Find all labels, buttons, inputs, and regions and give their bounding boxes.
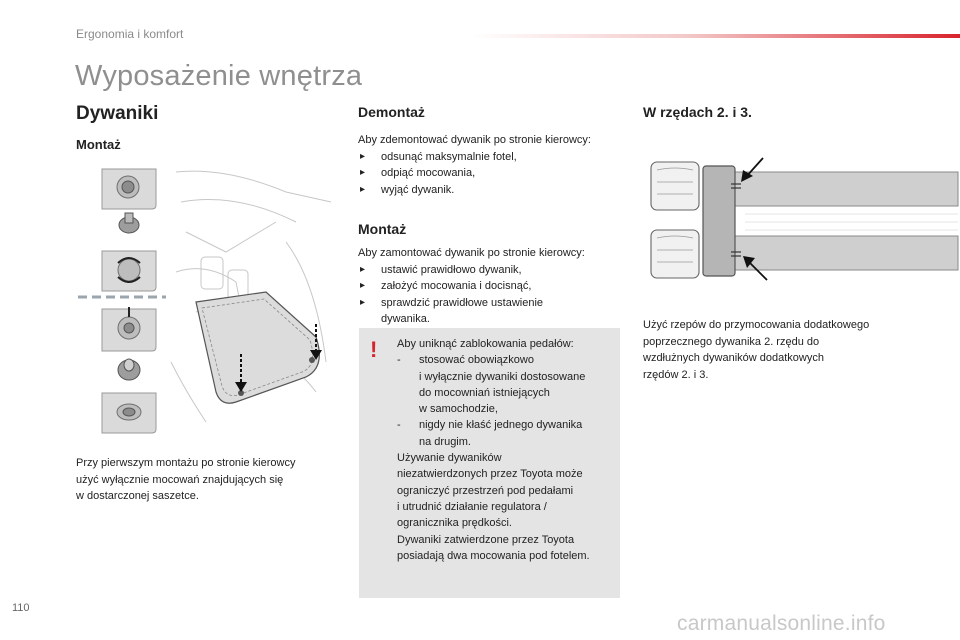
- warning-paragraph: Używanie dywaników niezatwierdzonych przez Toyota może ograniczyć przestrzeń pod pedałami i utrudnić działanie regulatora / ogranicznika prędkości.: [397, 452, 583, 530]
- bullet-icon: ▸: [360, 263, 366, 275]
- montaz-intro: Aby zamontować dywanik po stronie kierowcy:: [358, 247, 585, 259]
- bullet-icon: ▸: [360, 296, 366, 308]
- warning-icon: !: [370, 337, 378, 362]
- right-note: [643, 317, 923, 383]
- right-note-line: wzdłużnych dywaników dodatkowych: [643, 352, 824, 364]
- pedal-area-illustration: [166, 162, 336, 442]
- bullet-icon: ▸: [360, 150, 366, 162]
- list-item: ▸ sprawdzić prawidłowe ustawienie dywanika.: [360, 296, 544, 325]
- dash-marker: -: [397, 419, 401, 432]
- seat-rows-diagram: [645, 152, 960, 282]
- section-header: Ergonomia i komfort: [76, 27, 184, 41]
- right-note-line: poprzecznego dywanika 2. rzędu do: [643, 335, 820, 348]
- warning-lead: Aby uniknąć zablokowania pedałów:: [397, 338, 574, 350]
- montaz-block: [358, 245, 628, 328]
- dash-marker: -: [397, 354, 401, 367]
- left-note-line: w dostarczonej saszetce.: [76, 490, 199, 502]
- list-item: ▸ założyć mocowania i docisnąć,: [358, 278, 628, 295]
- watermark: carmanualsonline.info: [677, 612, 886, 635]
- heading-demontaz: Demontaż: [358, 104, 425, 120]
- list-item: ▸ odsunąć maksymalnie fotel,: [358, 149, 628, 166]
- list-item: ▸ odpiąć mocowania,: [358, 165, 628, 182]
- heading-dywaniki: Dywaniki: [76, 103, 159, 124]
- page-number: 110: [12, 602, 30, 614]
- demontaz-list: [358, 149, 628, 199]
- left-note: [76, 455, 346, 505]
- demontaz-block: [358, 132, 628, 198]
- list-item: ▸ wyjąć dywanik.: [358, 182, 628, 199]
- bullet-icon: ▸: [360, 280, 366, 291]
- demontaz-intro: Aby zdemontować dywanik po stronie kierowcy:: [358, 134, 591, 146]
- subheading-montaz-left: Montaż: [76, 137, 121, 152]
- right-note-line: Użyć rzepów do przymocowania dodatkowego: [643, 319, 870, 331]
- header-accent-line: [470, 34, 960, 38]
- left-note-line: użyć wyłącznie mocowań znajdujących się: [76, 473, 284, 486]
- warning-dash-item: - stosować obowiązkowo i wyłącznie dywaniki dostosowane do mocowniań istniejących w samochodzie,: [397, 354, 586, 416]
- left-note-line: Przy pierwszym montażu po stronie kierowcy: [76, 457, 296, 469]
- warning-text: [397, 336, 615, 564]
- list-item: ▸ ustawić prawidłowo dywanik,: [358, 262, 628, 279]
- heading-montaz: Montaż: [358, 221, 407, 237]
- right-note-line: rzędów 2. i 3.: [643, 368, 709, 381]
- bullet-icon: ▸: [360, 183, 366, 195]
- bullet-icon: ▸: [360, 167, 366, 178]
- montaz-list: [358, 262, 628, 328]
- fastener-closeup-icon: [98, 165, 164, 440]
- heading-rows: W rzędach 2. i 3.: [643, 104, 752, 120]
- warning-paragraph: Dywaniki zatwierdzone przez Toyota posiadają dwa mocowania pod fotelem.: [397, 533, 590, 562]
- page-title: Wyposażenie wnętrza: [75, 60, 363, 92]
- dashed-divider: [78, 294, 168, 300]
- warning-dash-item: - nigdy nie kłaść jednego dywanika na drugim.: [397, 419, 583, 448]
